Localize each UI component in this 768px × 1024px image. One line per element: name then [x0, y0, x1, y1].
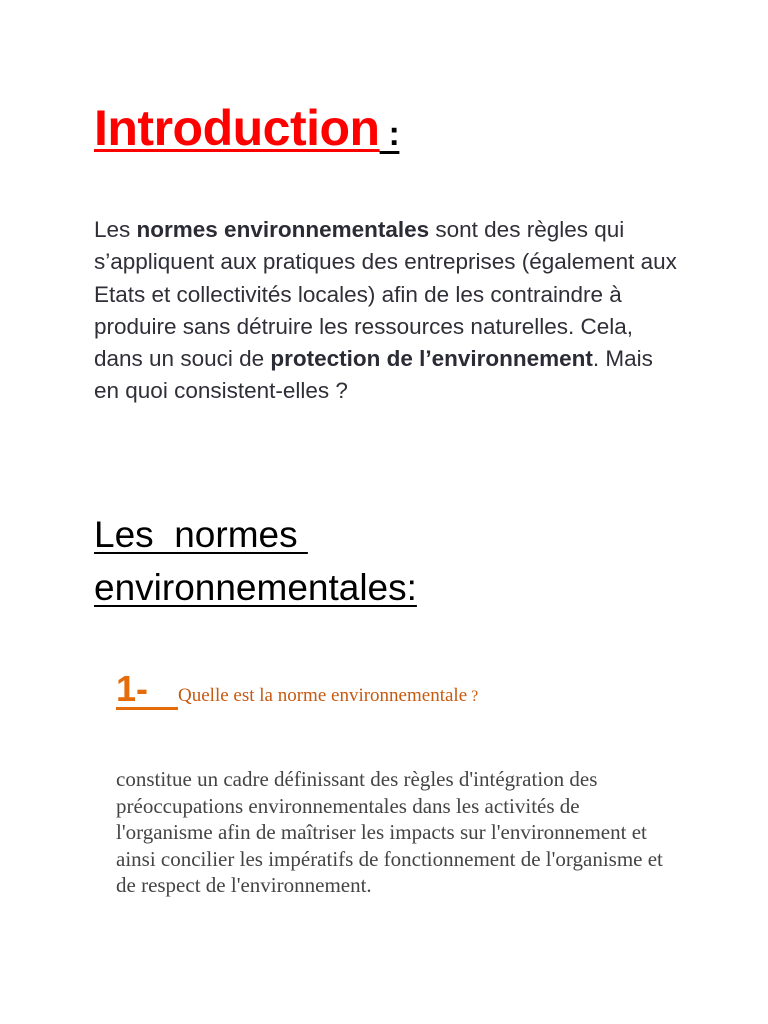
intro-paragraph: [94, 214, 684, 408]
section-heading-line2: environnementales:: [94, 567, 417, 608]
title-colon: :: [379, 115, 400, 153]
intro-text-3: . Mais en quoi consistent-elles ?: [94, 346, 653, 404]
question-heading: [116, 668, 478, 710]
page-title: [94, 92, 399, 170]
section-heading-line1: Les normes: [94, 514, 308, 555]
intro-bold-1: normes environnementales: [136, 217, 430, 242]
question-text: Quelle est la norme environnementale: [178, 685, 468, 706]
title-text: Introduction: [94, 100, 380, 156]
intro-text-2: sont des règles qui s’appliquent aux pratiques des entreprises (également aux Etats et collectivités locales) afin de les contraindre à produire sans détruire les ressources naturelles. Cela, dans un souci de: [94, 217, 677, 372]
intro-bold-2: protection de l’environnement: [270, 346, 593, 372]
section-heading: [94, 508, 417, 614]
answer-paragraph: constitue un cadre définissant des règles d'intégration des préoccupations environnementales dans les activités de l'organisme afin de maîtriser les impacts sur l'environnement et ainsi concilier les impératifs de fonctionnement de l'organisme et de respect de l'environnement.: [116, 767, 663, 898]
question-number: 1-: [116, 668, 179, 709]
question-mark: ?: [467, 688, 479, 705]
intro-text-1: Les: [94, 217, 137, 242]
